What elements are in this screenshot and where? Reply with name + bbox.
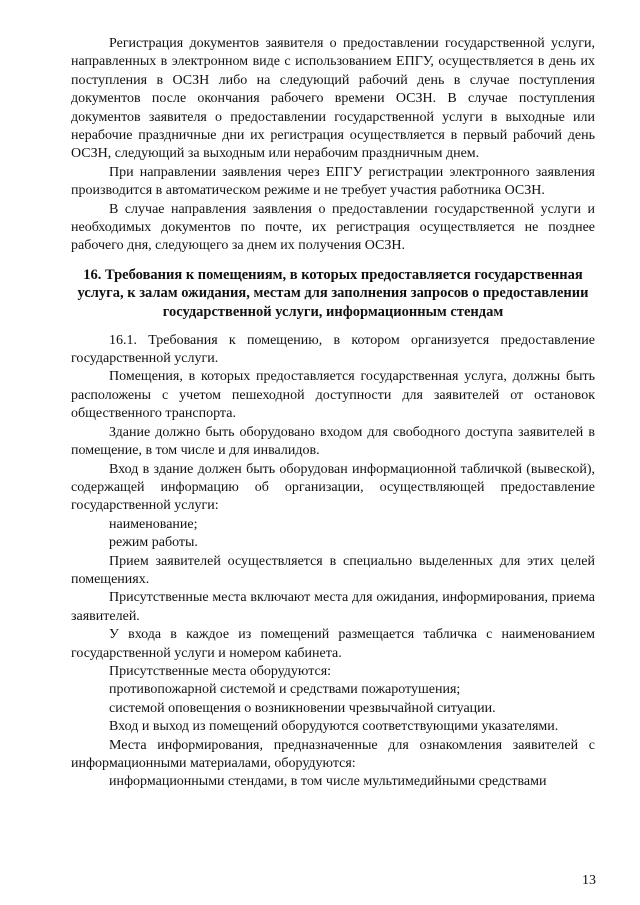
paragraph-mail-registration: В случае направления заявления о предоставлении государственной услуги и необходимых документов по почте, их регистрация осуществляется не позднее рабочего дня, следующего за днем их получения ОСЗН.: [71, 201, 595, 254]
list-item-fire-system: противопожарной системой и средствами пожаротушения;: [109, 682, 461, 698]
paragraph-reception: Прием заявителей осуществляется в специально выделенных для этих целей помещениях.: [71, 553, 595, 587]
page-number: 13: [582, 873, 596, 888]
list-item-name: наименование;: [109, 516, 198, 532]
paragraph-info-places: Места информирования, предназначенные для ознакомления заявителей с информационными материалами, оборудуются:: [71, 737, 595, 771]
paragraph-public-areas: Присутственные места включают места для ожидания, информирования, приема заявителей.: [71, 590, 595, 624]
paragraph-registration-epgu: Регистрация документов заявителя о предоставлении государственной услуги, направленных в электронном виде с использованием ЕПГУ, осуществляется в день их поступления в ОСЗН либо на следующий рабочий день в случае поступления документов после окончания рабочего времени ОСЗН. В случае поступления документов заявителя о предоставлении государственной услуги в выходные или нерабочие праздничные дни их регистрация осуществляется в первый рабочий день ОСЗН, следующий за выходным или нерабочим праздничным днем.: [71, 36, 595, 162]
paragraph-equipped-with: Присутственные места оборудуются:: [109, 663, 332, 679]
paragraph-auto-registration: При направлении заявления через ЕПГУ регистрации электронного заявления производится в автоматическом режиме и не требует участия работника ОСЗН.: [71, 164, 595, 199]
paragraph-info-stands: информационными стендами, в том числе мультимедийными средствами: [109, 774, 547, 790]
paragraph-signboard: Вход в здание должен быть оборудован информационной табличкой (вывеской), содержащей информацию об организации, осуществляющей предоставление государственной услуги:: [71, 461, 595, 514]
list-item-alert-system: системой оповещения о возникновении чрезвычайной ситуации.: [109, 700, 496, 716]
paragraph-premises-location: Помещения, в которых предоставляется государственная услуга, должны быть расположены с учетом пешеходной доступности для заявителей от остановок общественного транспорта.: [71, 369, 595, 422]
paragraph-building-entrance: Здание должно быть оборудовано входом для свободного доступа заявителей в помещение, в том числе и для инвалидов.: [71, 424, 595, 459]
page-content: [71, 35, 595, 792]
paragraph-entry-exit-signs: Вход и выход из помещений оборудуются соответствующими указателями.: [109, 719, 559, 735]
list-item-schedule: режим работы.: [109, 535, 198, 551]
section-heading: 16. Требования к помещениям, в которых предоставляется государственная услуга, к залам ожидания, местам для заполнения запросов о предоставлении государственной услуги, информационным стендам: [77, 266, 589, 321]
paragraph-room-sign: У входа в каждое из помещений размещается табличка с наименованием государственной услуги и номером кабинета.: [71, 627, 595, 661]
paragraph-16-1: 16.1. Требования к помещению, в котором организуется предоставление государственной услуги.: [71, 332, 595, 367]
